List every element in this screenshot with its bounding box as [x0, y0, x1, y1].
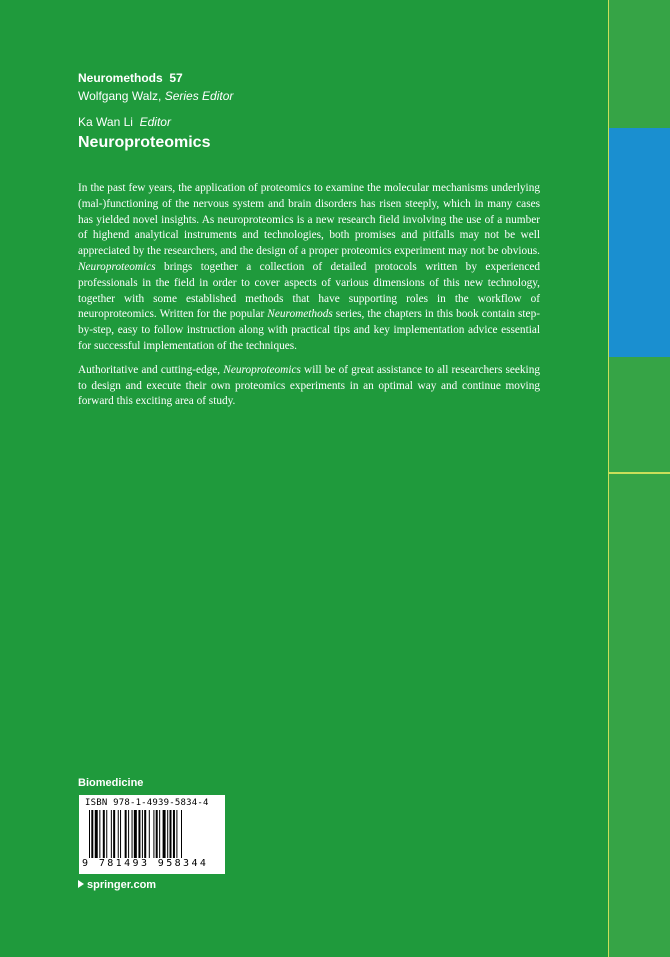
barcode-bar: [173, 810, 175, 858]
barcode-bar: [159, 810, 160, 858]
book-title: Neuroproteomics: [78, 134, 211, 151]
barcode-bar: [128, 810, 129, 858]
barcode-bar: [99, 810, 100, 858]
book-editor-name: Ka Wan Li: [78, 115, 133, 129]
barcode-bar: [120, 810, 121, 858]
series-editor-line: [78, 89, 233, 104]
barcode-bar: [163, 810, 166, 858]
barcode-bar: [167, 810, 168, 858]
barcode-bar: [132, 810, 133, 858]
barcode-bar: [176, 810, 177, 858]
barcode-bar: [106, 810, 107, 858]
spine-divider: [609, 472, 670, 474]
ean-digits: 9 781493 958344: [82, 858, 209, 869]
barcode-bar: [125, 810, 127, 858]
barcode-bar: [138, 810, 140, 858]
barcode-bar: [156, 810, 158, 858]
barcode-bar: [170, 810, 172, 858]
description-paragraph-2: Authoritative and cutting-edge, Neuroproteomics will be of great assistance to all researchers seeking to design and execute their own proteomics experiments in an optimal way and continue moving forward this exciting area of study.: [78, 363, 540, 408]
barcode-bar: [118, 810, 119, 858]
barcode-bar: [95, 810, 98, 858]
isbn-label: ISBN 978-1-4939-5834-4: [85, 798, 209, 808]
barcode-bar: [144, 810, 146, 858]
barcode-bar: [113, 810, 115, 858]
publisher-url: springer.com: [87, 879, 157, 891]
description-paragraph-1: In the past few years, the application of proteomics to examine the molecular mechanisms underlying (mal-)functioning of the nervous system and brain disorders has risen steeply, which in many cases has yielded novel insights. As neuroproteomics is a new research field involving the use of a number of highend analytical instruments and technologies, both promises and pitfalls may not be well appreciated by the researchers, and the design of a proper proteomics experiment may not be obvious. Neuroproteomics brings together a collection of detailed protocols written by experienced professionals in the field in order to cover aspects of various dimensions of this new technology, together with some established methods that have supporting roles in the workflow of neuroproteomics. Written for the popular Neuromethods series, the chapters in this book contain step-by-step, easy to follow instruction along with practical tips and key implementation advice essential for successful implementation of the techniques.: [78, 182, 540, 352]
barcode-bars: [89, 810, 215, 858]
barcode-bar: [181, 810, 182, 858]
arrow-right-icon: [78, 880, 84, 888]
barcode-bar: [111, 810, 112, 858]
barcode-bar: [89, 810, 90, 858]
series-number: 57: [169, 71, 183, 85]
subject-category: Biomedicine: [78, 777, 144, 789]
isbn-barcode: [79, 795, 225, 874]
spine-color-band: [609, 128, 670, 357]
barcode-bar: [91, 810, 93, 858]
barcode-bar: [103, 810, 105, 858]
series-name: Neuromethods: [78, 71, 163, 85]
barcode-bar: [149, 810, 150, 858]
series-editor-name: Wolfgang Walz,: [78, 89, 165, 103]
series-editor-role: Series Editor: [164, 89, 234, 103]
series-line: [78, 71, 183, 86]
description: [78, 181, 540, 418]
barcode-bar: [142, 810, 143, 858]
barcode-bar: [134, 810, 137, 858]
barcode-bar: [153, 810, 154, 858]
publisher-link[interactable]: [78, 879, 156, 891]
book-editor-role: Editor: [139, 115, 171, 129]
book-editor-line: [78, 115, 171, 130]
